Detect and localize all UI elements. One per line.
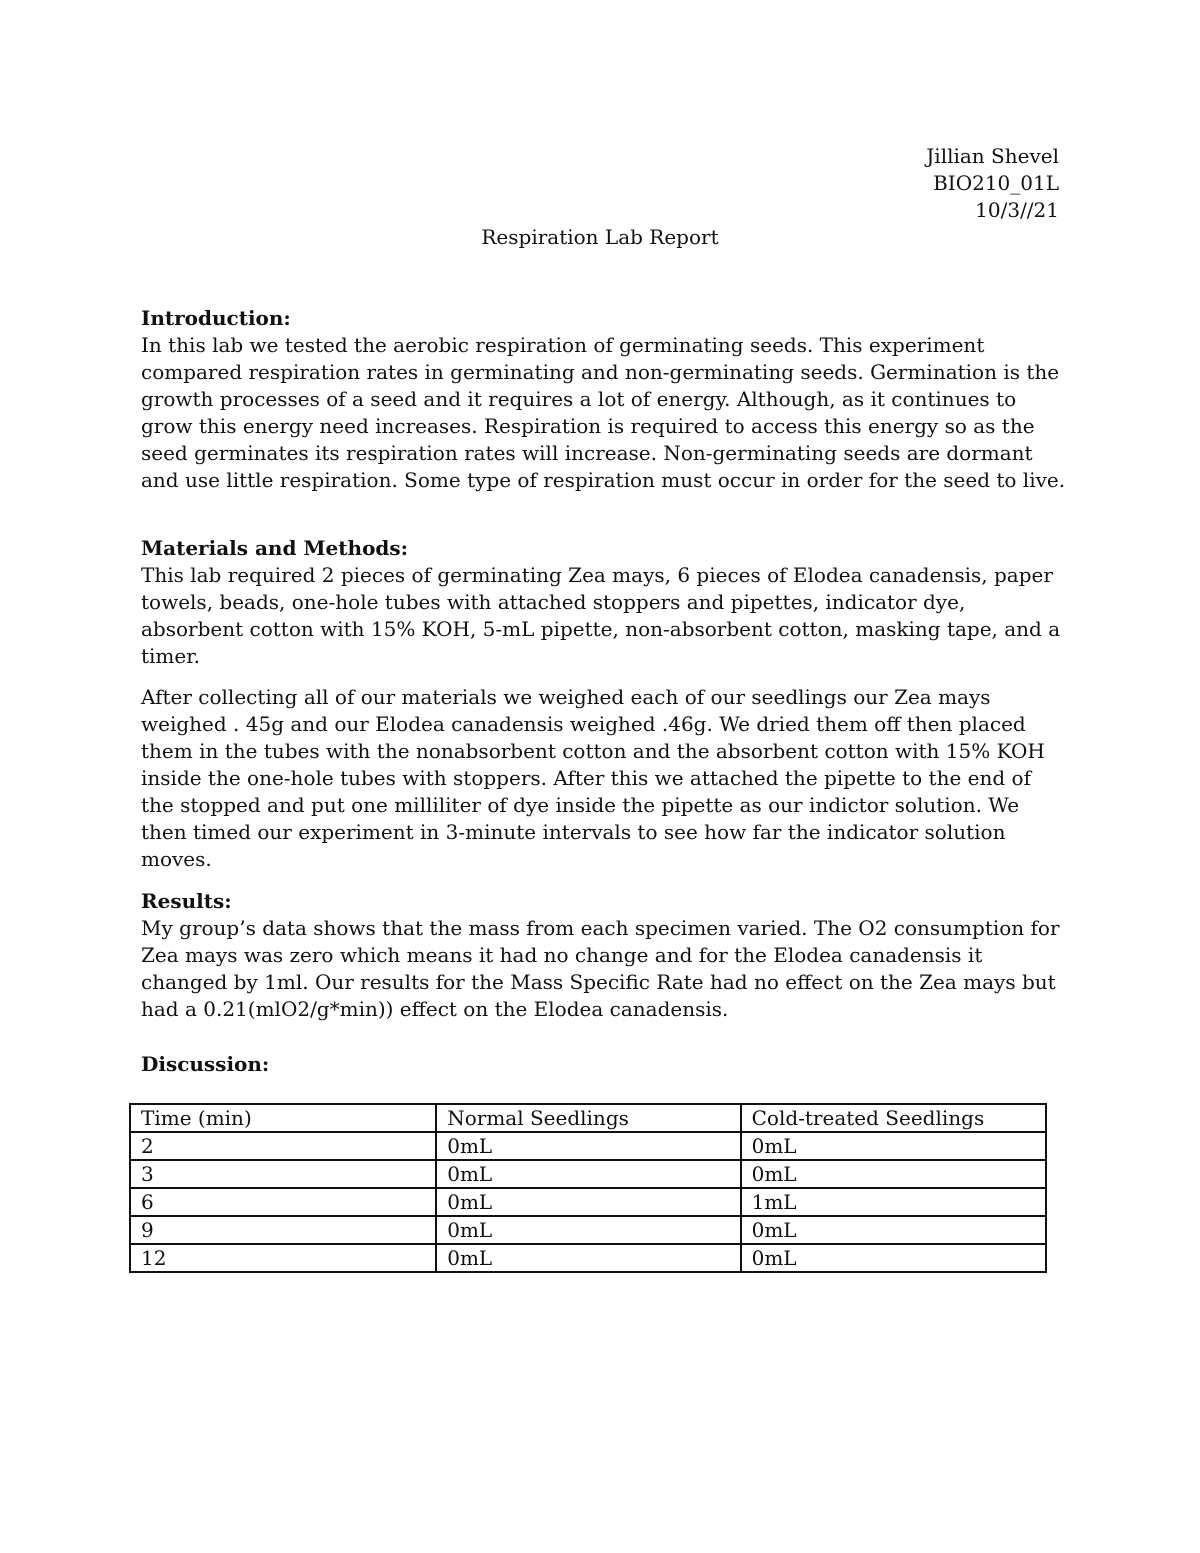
- introduction-heading: Introduction:: [141, 306, 291, 330]
- table-cell: 0mL: [436, 1132, 740, 1160]
- table-cell: 1mL: [741, 1188, 1046, 1216]
- methods-paragraph-1: This lab required 2 pieces of germinating Zea mays, 6 pieces of Elodea canadensis, paper towels, beads, one-hole tubes with attached stoppers and pipettes, indicator dye, absorbent cotton with 15% KOH, 5-mL pipette, non-absorbent cotton, masking tape, and a timer.: [141, 563, 1061, 668]
- introduction-text: In this lab we tested the aerobic respiration of germinating seeds. This experiment compared respiration rates in germinating and non-germinating seeds. Germination is the growth processes of a seed and it requires a lot of energy. Although, as it continues to grow this energy need increases. Respiration is required to access this energy so as the seed germinates its respiration rates will increase. Non-germinating seeds are dormant and use little respiration. Some type of respiration must occur in order for the seed to live.: [141, 333, 1066, 492]
- table-cell: 12: [130, 1244, 436, 1272]
- introduction-section: [141, 305, 1066, 494]
- methods-paragraph-2: After collecting all of our materials we weighed each of our seedlings our Zea mays weighed . 45g and our Elodea canadensis weighed .46g. We dried them off then placed them in the tubes with the nonabsorbent cotton and the absorbent cotton with 15% KOH inside the one-hole tubes with stoppers. After this we attached the pipette to the end of the stopped and put one milliliter of dye inside the pipette as our indictor solution. We then timed our experiment in 3-minute intervals to see how far the indicator solution moves.: [141, 685, 1045, 871]
- author-name: Jillian Shevel: [926, 144, 1059, 168]
- table-cell: 9: [130, 1216, 436, 1244]
- table-row: [130, 1216, 1046, 1244]
- table-cell: 0mL: [741, 1216, 1046, 1244]
- table-cell: 0mL: [436, 1188, 740, 1216]
- report-date: 10/3//21: [975, 198, 1059, 222]
- table-cell: 0mL: [741, 1160, 1046, 1188]
- table-cell: 0mL: [436, 1160, 740, 1188]
- table-cell: 0mL: [741, 1132, 1046, 1160]
- course-code: BIO210_01L: [933, 171, 1059, 195]
- page-title: Respiration Lab Report: [481, 225, 719, 249]
- author-header: [926, 143, 1059, 224]
- table-header-cell: Normal Seedlings: [436, 1104, 740, 1132]
- results-section: [141, 888, 1066, 1023]
- data-table: [129, 1103, 1047, 1273]
- table-cell: 3: [130, 1160, 436, 1188]
- discussion-heading: Discussion:: [141, 1052, 270, 1076]
- table-header-row: [130, 1104, 1046, 1132]
- results-heading: Results:: [141, 889, 232, 913]
- discussion-section: [141, 1051, 1066, 1078]
- table-row: [130, 1160, 1046, 1188]
- table-cell: 6: [130, 1188, 436, 1216]
- table-cell: 0mL: [741, 1244, 1046, 1272]
- methods-section: [141, 535, 1066, 670]
- table-row: [130, 1132, 1046, 1160]
- table-row: [130, 1244, 1046, 1272]
- table-cell: 0mL: [436, 1216, 740, 1244]
- table-header-cell: Cold-treated Seedlings: [741, 1104, 1046, 1132]
- table-row: [130, 1188, 1046, 1216]
- methods-heading: Materials and Methods:: [141, 536, 409, 560]
- results-text: My group’s data shows that the mass from each specimen varied. The O2 consumption for Zea mays was zero which means it had no change and for the Elodea canadensis it changed by 1ml. Our results for the Mass Specific Rate had no effect on the Zea mays but had a 0.21(mlO2/g*min)) effect on the Elodea canadensis.: [141, 916, 1060, 1021]
- table-cell: 2: [130, 1132, 436, 1160]
- table-cell: 0mL: [436, 1244, 740, 1272]
- table-header-cell: Time (min): [130, 1104, 436, 1132]
